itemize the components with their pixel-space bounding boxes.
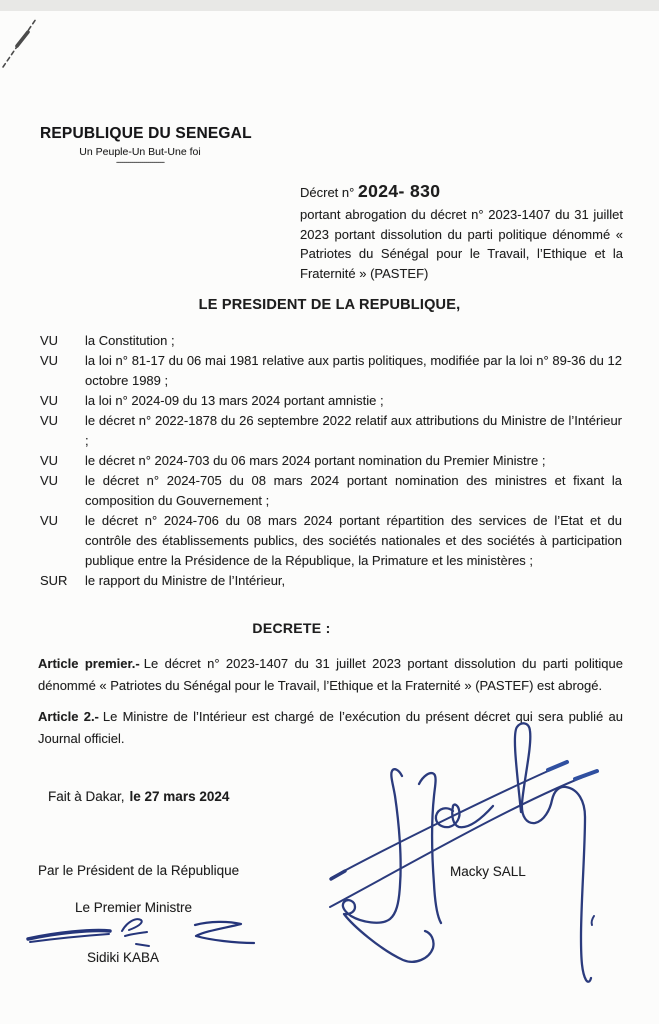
visa-text: le décret n° 2024-705 du 08 mars 2024 portant nomination des ministres et fixant la composition du Gouvernement ;: [85, 473, 622, 508]
decree-number: 2024- 830: [357, 181, 441, 201]
visa-label: VU: [40, 453, 59, 468]
visa-text: la loi n° 81-17 du 06 mai 1981 relative aux partis politiques, modifiée par la loi n° 89-36 du 12 octobre 1989 ;: [85, 353, 622, 388]
visa-text: le décret n° 2024-703 du 06 mars 2024 portant nomination du Premier Ministre ;: [85, 453, 546, 468]
visa-list: [40, 331, 622, 591]
visa-row: [40, 471, 622, 511]
closing-date: le 27 mars 2024: [129, 789, 230, 804]
countersign-intro: Par le Président de la République: [38, 863, 240, 878]
closing-place: Fait à Dakar,: [48, 789, 125, 804]
decrete-heading: DECRETE :: [252, 620, 331, 636]
visa-label: VU: [40, 353, 59, 368]
president-signature: [330, 723, 597, 981]
visa-text: le décret n° 2022-1878 du 26 septembre 2022 relatif aux attributions du Ministre de l’Intérieur ;: [85, 413, 622, 448]
visa-label: VU: [40, 473, 59, 488]
scan-artifact-top-band: [0, 0, 659, 11]
visa-label: VU: [40, 513, 59, 528]
visa-label: VU: [40, 333, 59, 348]
visa-label: VU: [40, 413, 59, 428]
article-premier-text: Le décret n° 2023-1407 du 31 juillet 2023 portant dissolution du parti politique dénommé « Patriotes du Sénégal pour le Travail, l’Ethique et la Fraternité » (PASTEF) est abrogé.: [38, 656, 623, 693]
visa-row: [40, 391, 622, 411]
article-2-text: Le Ministre de l’Intérieur est chargé de l’exécution du présent décret qui sera publié au Journal officiel.: [38, 709, 623, 746]
letterhead: [40, 125, 300, 167]
article-2-label: Article 2.-: [38, 709, 99, 724]
visa-label: VU: [40, 393, 59, 408]
decree-heading-block: [300, 181, 623, 283]
decree-subject: portant abrogation du décret n° 2023-1407 du 31 juillet 2023 portant dissolution du parti politique dénommé « Patriotes du Sénégal pour le Travail, l’Ethique et la Fraternité » (PASTEF): [300, 207, 623, 281]
articles-block: [38, 653, 623, 759]
staple-mark: [3, 19, 36, 67]
president-name: Macky SALL: [450, 864, 526, 879]
visa-row: [40, 451, 622, 471]
closing-line: [48, 789, 229, 804]
visa-text: la Constitution ;: [85, 333, 175, 348]
president-heading: LE PRESIDENT DE LA REPUBLIQUE,: [198, 297, 461, 313]
article-2: [38, 706, 623, 749]
prime-minister-name: Sidiki KABA: [87, 950, 160, 965]
country-title: REPUBLIQUE DU SENEGAL: [40, 125, 252, 142]
visa-row-sur: [40, 571, 622, 591]
national-motto: Un Peuple-Un But-Une foi: [79, 146, 201, 158]
decree-label: Décret n°: [300, 185, 355, 200]
visa-label: SUR: [40, 573, 68, 588]
visa-text: le décret n° 2024-706 du 08 mars 2024 portant répartition des services de l’Etat et du contrôle des établissements publics, des sociétés nationales et des sociétés à participation publique entre la Présidence de la République, la Primature et les ministères ;: [85, 513, 622, 568]
visa-text: la loi n° 2024-09 du 13 mars 2024 portant amnistie ;: [85, 393, 384, 408]
article-premier-label: Article premier.-: [38, 656, 140, 671]
motto-divider: ------------------------: [116, 157, 164, 167]
visa-row: [40, 351, 622, 391]
visa-text: le rapport du Ministre de l’Intérieur,: [85, 573, 286, 588]
visa-row: [40, 411, 622, 451]
article-premier: [38, 653, 623, 696]
visa-row: [40, 331, 622, 351]
decree-number-line: [300, 181, 623, 202]
prime-minister-signature: [28, 919, 254, 946]
visa-row: [40, 511, 622, 571]
prime-minister-title: Le Premier Ministre: [75, 900, 193, 915]
